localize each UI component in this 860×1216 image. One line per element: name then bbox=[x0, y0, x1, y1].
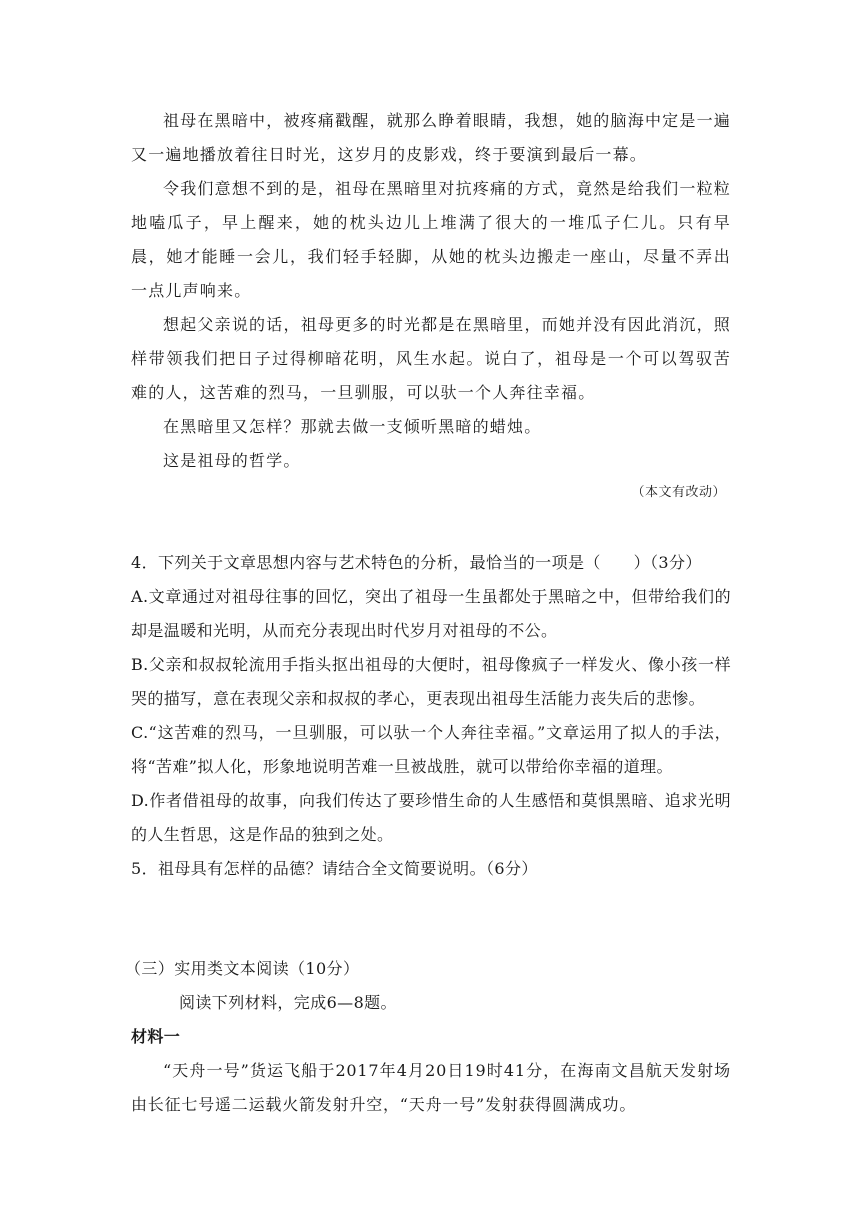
questions bbox=[131, 546, 731, 886]
section-3-instruction: 阅读下列材料，完成6—8题。 bbox=[179, 993, 397, 1012]
passage bbox=[131, 104, 731, 478]
passage-paragraph-4: 在黑暗里又怎样？那就去做一支倾听黑暗的蜡烛。 bbox=[163, 417, 542, 436]
question-4-option-a: A.文章通过对祖母往事的回忆，突出了祖母一生虽都处于黑暗之中，但带给我们的却是温暖和光明，从而充分表现出时代岁月对祖母的不公。 bbox=[131, 587, 731, 640]
passage-paragraph-1: 祖母在黑暗中，被疼痛戳醒，就那么睁着眼睛，我想，她的脑海中定是一遍又一遍地播放着往日时光，这岁月的皮影戏，终于要演到最后一幕。 bbox=[131, 111, 731, 164]
material-1-heading: 材料一 bbox=[131, 1027, 181, 1046]
section-3-title: （三）实用类文本阅读（10分） bbox=[125, 959, 360, 978]
passage-paragraph-5: 这是祖母的哲学。 bbox=[163, 451, 301, 470]
question-4-option-d: D.作者借祖母的故事，向我们传达了要珍惜生命的人生感悟和莫惧黑暗、追求光明的人生哲思，这是作品的独到之处。 bbox=[131, 791, 731, 844]
question-5-stem: 5．祖母具有怎样的品德？请结合全文简要说明。（6分） bbox=[131, 859, 538, 878]
passage-paragraph-2: 令我们意想不到的是，祖母在黑暗里对抗疼痛的方式，竟然是给我们一粒粒地嗑瓜子，早上醒来，她的枕头边儿上堆满了很大的一堆瓜子仁儿。只有早晨，她才能睡一会儿，我们轻手轻脚，从她的枕头边搬走一座山，尽量不弄出一点儿声响来。 bbox=[131, 179, 731, 300]
material-1-text: “天舟一号”货运飞船于2017年4月20日19时41分，在海南文昌航天发射场由长征七号遥二运载火箭发射升空，“天舟一号”发射获得圆满成功。 bbox=[131, 1061, 731, 1114]
question-4-option-c: C.“这苦难的烈马，一旦驯服，可以驮一个人奔往幸福。”文章运用了拟人的手法，将“苦难”拟人化，形象地说明苦难一旦被战胜，就可以带给你幸福的道理。 bbox=[131, 723, 731, 776]
source-note: （本文有改动） bbox=[631, 485, 726, 500]
section-3 bbox=[125, 952, 731, 1122]
question-4-stem: 4．下列关于文章思想内容与艺术特色的分析，最恰当的一项是（ ）（3分） bbox=[131, 553, 702, 572]
passage-paragraph-3: 想起父亲说的话，祖母更多的时光都是在黑暗里，而她并没有因此消沉，照样带领我们把日子过得柳暗花明，风生水起。说白了，祖母是一个可以驾驭苦难的人，这苦难的烈马，一旦驯服，可以驮一个人奔往幸福。 bbox=[131, 315, 731, 402]
question-4-option-b: B.父亲和叔叔轮流用手指头抠出祖母的大便时，祖母像疯子一样发火、像小孩一样哭的描写，意在表现父亲和叔叔的孝心，更表现出祖母生活能力丧失后的悲惨。 bbox=[131, 655, 731, 708]
